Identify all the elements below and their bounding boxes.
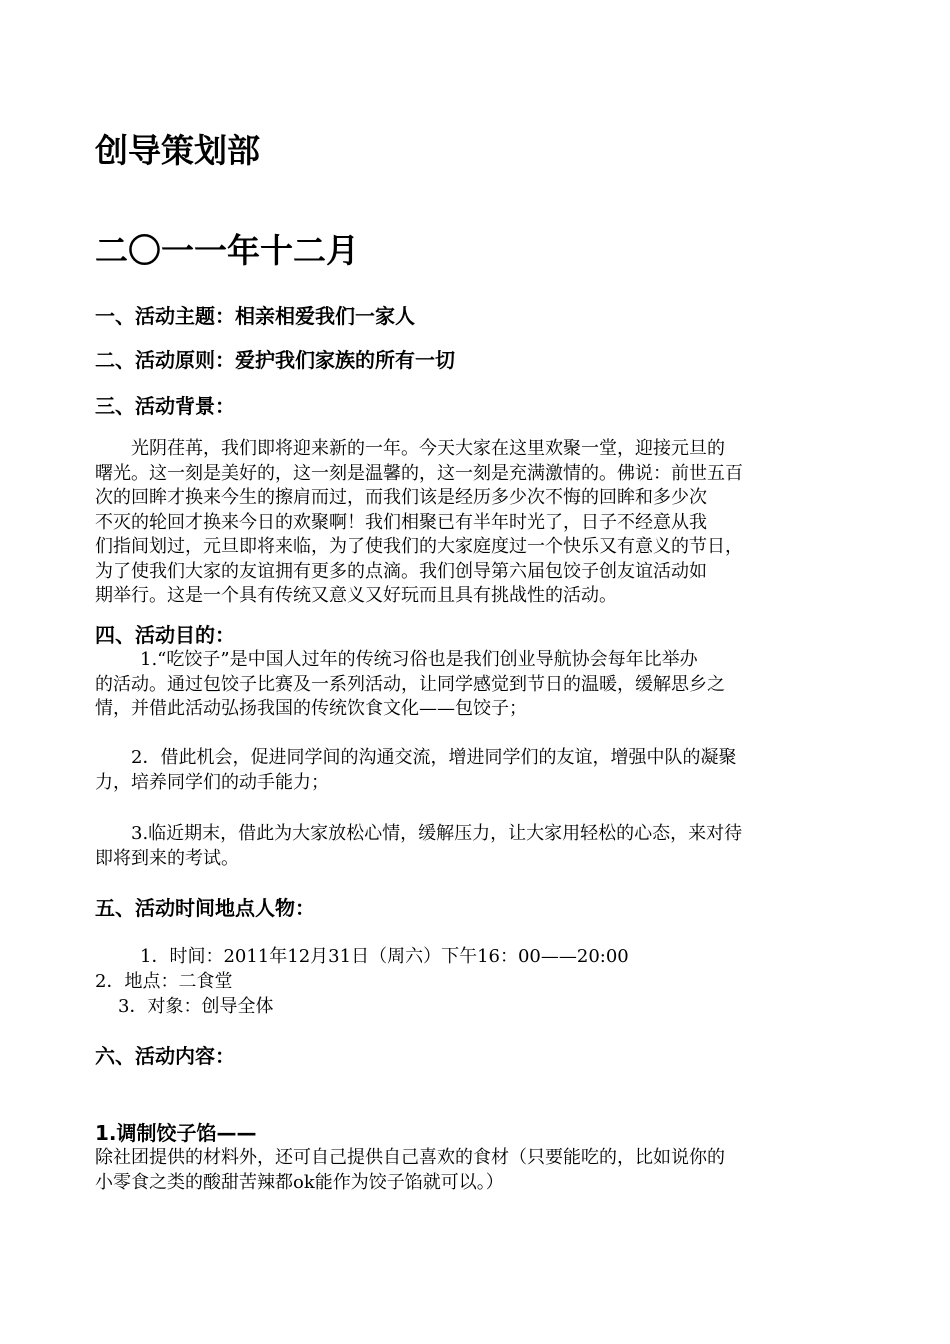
background-paragraph [95,437,743,609]
purpose-line: 即将到来的考试。 [95,847,239,869]
purpose-line: 1.“吃饺子”是中国人过年的传统习俗也是我们创业导航协会每年比举办 [140,649,698,670]
background-line: 期举行。这是一个具有传统又意义又好玩而且具有挑战性的活动。 [95,585,617,606]
document-date: 二〇一一年十二月 [95,231,359,270]
purpose-line: 的活动。通过包饺子比赛及一系列活动，让同学感觉到节日的温暖，缓解思乡之 [95,673,725,695]
background-line: 们指间划过，元旦即将来临，为了使我们的大家庭度过一个快乐又有意义的节日， [95,536,743,557]
department-title: 创导策划部 [95,131,260,170]
purpose-item-1 [95,648,725,722]
content-line: 小零食之类的酸甜苦辣都ok能作为饺子馅就可以。） [95,1171,504,1193]
purpose-line: 3.临近期末，借此为大家放松心情，缓解压力，让大家用轻松的心态，来对待 [131,823,743,844]
purpose-line: 力，培养同学们的动手能力； [95,771,329,793]
section-content-heading: 六、活动内容： [95,1044,235,1068]
purpose-line: 2．借此机会，促进同学间的沟通交流，增进同学们的友谊，增强中队的凝聚 [131,747,737,768]
activity-target: 3．对象：创导全体 [118,996,274,1017]
section-purpose-heading: 四、活动目的： [95,623,235,647]
activity-place: 2．地点：二食堂 [95,971,233,992]
background-line: 次的回眸才换来今生的擦肩而过，而我们该是经历多少次不悔的回眸和多少次 [95,487,707,508]
section-background-heading: 三、活动背景： [95,394,235,418]
section-theme: 一、活动主题：相亲相爱我们一家人 [95,304,415,328]
purpose-line: 情，并借此活动弘扬我国的传统饮食文化——包饺子； [95,698,527,719]
activity-time: 1．时间：2011年12月31日（周六）下午16：00——20:00 [140,946,629,967]
purpose-item-2 [95,746,736,795]
content-sub1-heading: 1.调制饺子馅—— [95,1121,257,1145]
purpose-item-3 [95,822,742,871]
section-time-place-heading: 五、活动时间地点人物： [95,896,315,920]
section-principle: 二、活动原则：爱护我们家族的所有一切 [95,348,455,372]
background-line: 曙光。这一刻是美好的，这一刻是温馨的，这一刻是充满激情的。佛说：前世五百 [95,462,743,484]
background-line: 不灭的轮回才换来今日的欢聚啊！我们相聚已有半年时光了，日子不经意从我 [95,511,707,533]
content-sub1-paragraph [95,1146,725,1195]
content-line: 除社团提供的材料外，还可自己提供自己喜欢的食材（只要能吃的，比如说你的 [95,1147,725,1168]
background-line: 光阴荏苒，我们即将迎来新的一年。今天大家在这里欢聚一堂，迎接元旦的 [95,438,725,459]
background-line: 为了使我们大家的友谊拥有更多的点滴。我们创导第六届包饺子创友谊活动如 [95,560,707,582]
